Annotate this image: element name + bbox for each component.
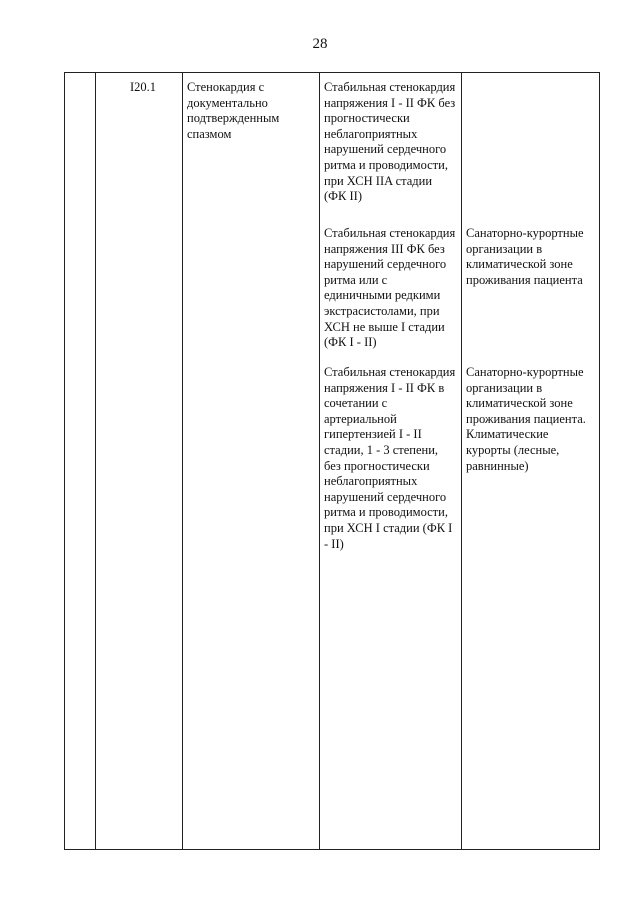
diagnosis-code: I20.1: [130, 80, 157, 94]
recommendation-3: Санаторно-курортные организации в климатической зоне проживания пациента. Климатические курорты (лесные, равнинные): [466, 365, 586, 473]
condition-2: Стабильная стенокардия напряжения III ФК без нарушений сердечного ритма или с единичными редкими экстрасистолами, при ХСН не выше I стадии (ФК I - II): [324, 226, 456, 350]
indications-table: [64, 72, 600, 850]
page-number: 28: [312, 36, 328, 52]
diagnosis-name: Стенокардия с документально подтвержденным спазмом: [187, 80, 280, 141]
column-divider: [182, 73, 183, 849]
column-divider: [95, 73, 96, 849]
condition-1: Стабильная стенокардия напряжения I - II ФК без прогностически неблагоприятных нарушений сердечного ритма и проводимости, при ХСН IIA стадии (ФК II): [324, 80, 456, 204]
recommendation-2: Санаторно-курортные организации в климатической зоне проживания пациента: [466, 226, 584, 287]
column-divider: [319, 73, 320, 849]
condition-3: Стабильная стенокардия напряжения I - II ФК в сочетании с артериальной гипертензией I - II стадии, 1 - 3 степени, без прогностически неблагоприятных нарушений сердечного ритма и проводимости, при ХСН I стадии (ФК I - II): [324, 365, 456, 551]
